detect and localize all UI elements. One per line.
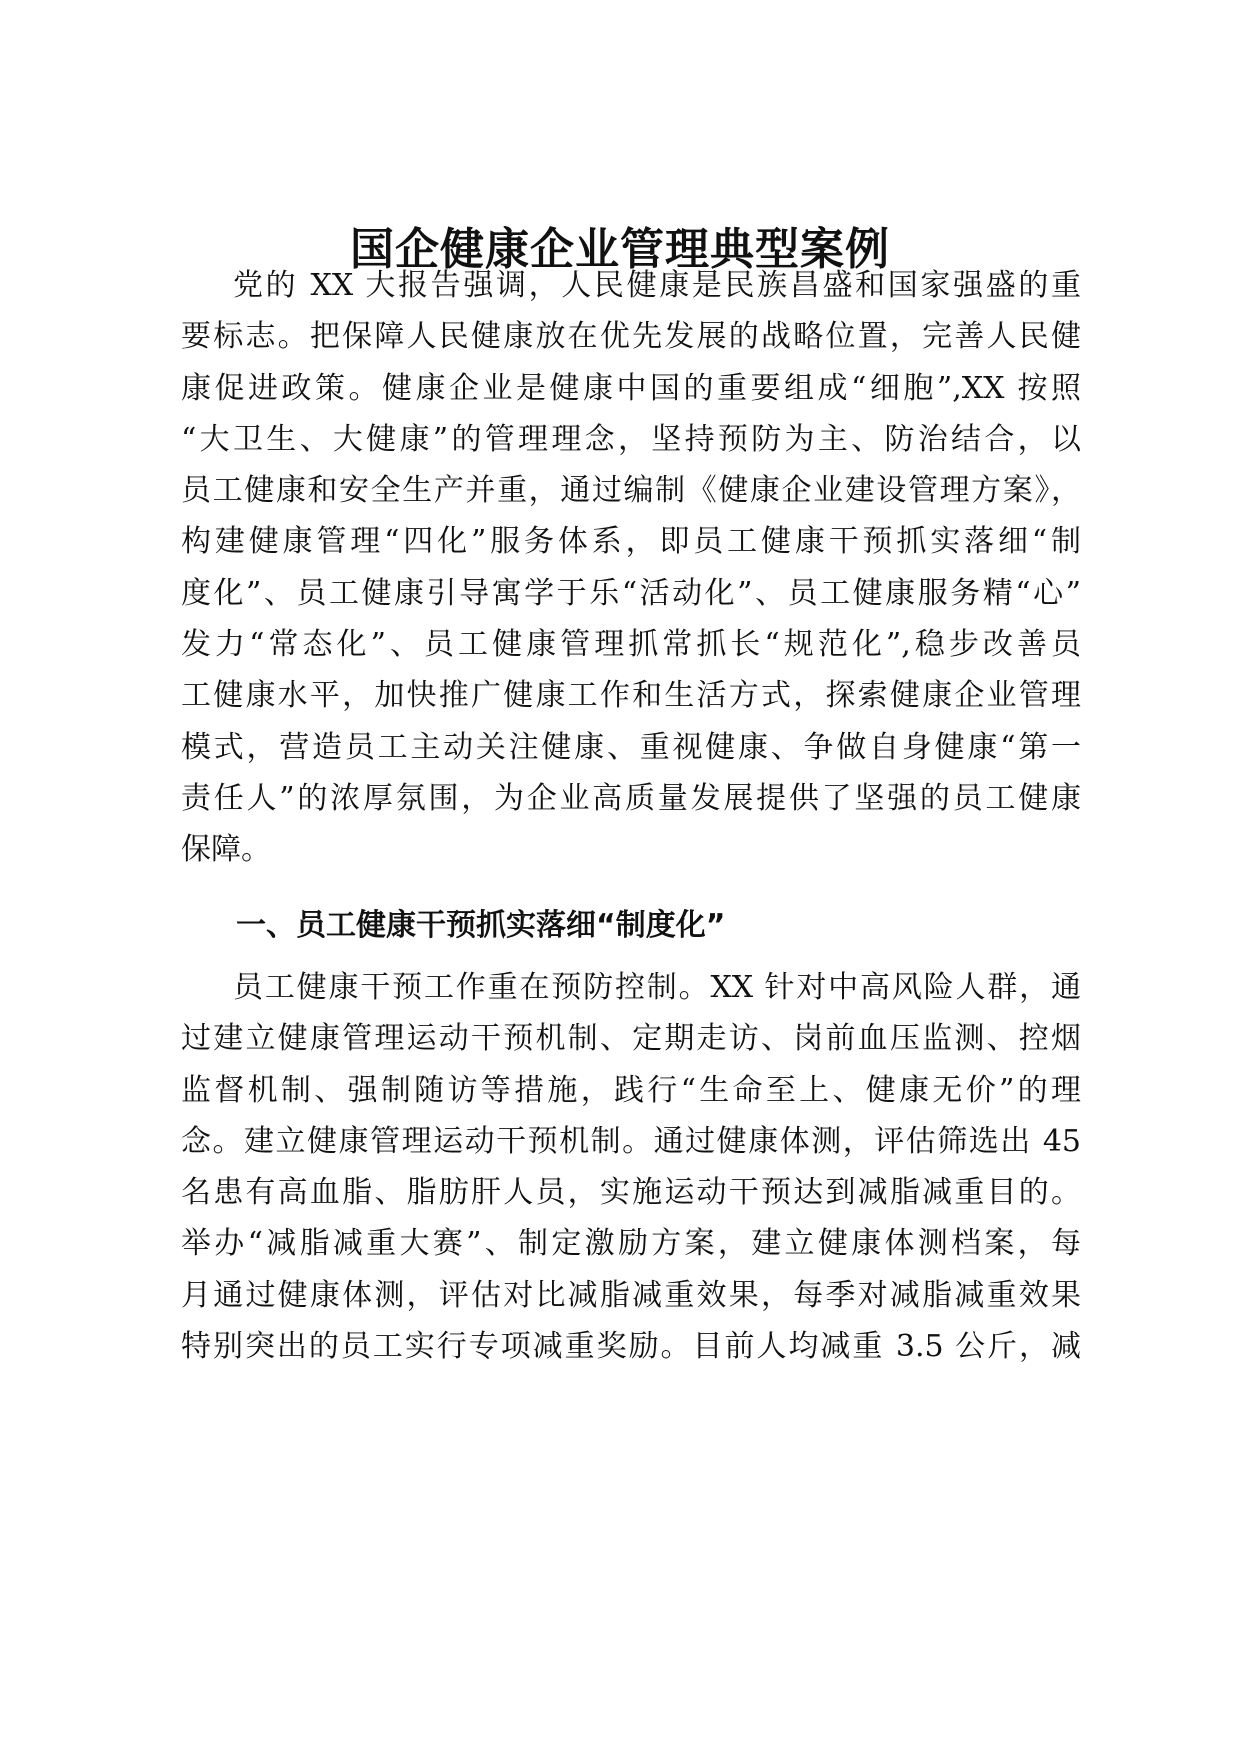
paragraph-line: 康促进政策。健康企业是健康中国的重要组成“细胞”,XX 按照	[181, 370, 1081, 406]
paragraph-line: 特别突出的员工实行专项减重奖励。目前人均减重 3.5 公斤，减	[181, 1329, 1081, 1365]
document-title: 国企健康企业管理典型案例	[350, 224, 890, 275]
section1-paragraph	[181, 962, 1081, 1372]
paragraph-line: 责任人”的浓厚氛围，为企业高质量发展提供了坚强的员工健康	[181, 780, 1081, 816]
paragraph-line: 员工健康干预工作重在预防控制。XX 针对中高风险人群，通	[233, 970, 1081, 1005]
paragraph-line: 保障。	[181, 832, 271, 868]
paragraph-line: 度化”、员工健康引导寓学于乐“活动化”、员工健康服务精“心”	[181, 575, 1081, 611]
section-heading: 一、员工健康干预抓实落细“制度化”	[236, 908, 726, 943]
paragraph-line: 念。建立健康管理运动干预机制。通过健康体测，评估筛选出 45	[181, 1123, 1081, 1159]
paragraph-line: 举办“减脂减重大赛”、制定激励方案，建立健康体测档案，每	[181, 1226, 1081, 1262]
paragraph-line: 名患有高血脂、脂肪肝人员，实施运动干预达到减脂减重目的。	[181, 1175, 1081, 1211]
paragraph-line: 要标志。把保障人民健康放在优先发展的战略位置，完善人民健	[181, 319, 1081, 355]
paragraph-line: 员工健康和安全生产并重，通过编制《健康企业建设管理方案》，	[181, 473, 1081, 509]
paragraph-line: 发力“常态化”、员工健康管理抓常抓长“规范化”,稳步改善员	[181, 627, 1081, 663]
paragraph-line: 构建健康管理“四化”服务体系，即员工健康干预抓实落细“制	[181, 524, 1081, 560]
paragraph-line: 监督机制、强制随访等措施，践行“生命至上、健康无价”的理	[181, 1072, 1081, 1108]
paragraph-line: 过建立健康管理运动干预机制、定期走访、岗前血压监测、控烟	[181, 1021, 1081, 1057]
paragraph-line: 党的 XX 大报告强调，人民健康是民族昌盛和国家强盛的重	[233, 268, 1081, 303]
paragraph-line: 模式，营造员工主动关注健康、重视健康、争做自身健康“第一	[181, 729, 1081, 765]
intro-paragraph	[181, 260, 1081, 876]
paragraph-line: 工健康水平，加快推广健康工作和生活方式，探索健康企业管理	[181, 678, 1081, 714]
paragraph-line: 月通过健康体测，评估对比减脂减重效果，每季对减脂减重效果	[181, 1277, 1081, 1313]
paragraph-line: “大卫生、大健康”的管理理念，坚持预防为主、防治结合，以	[181, 421, 1081, 457]
